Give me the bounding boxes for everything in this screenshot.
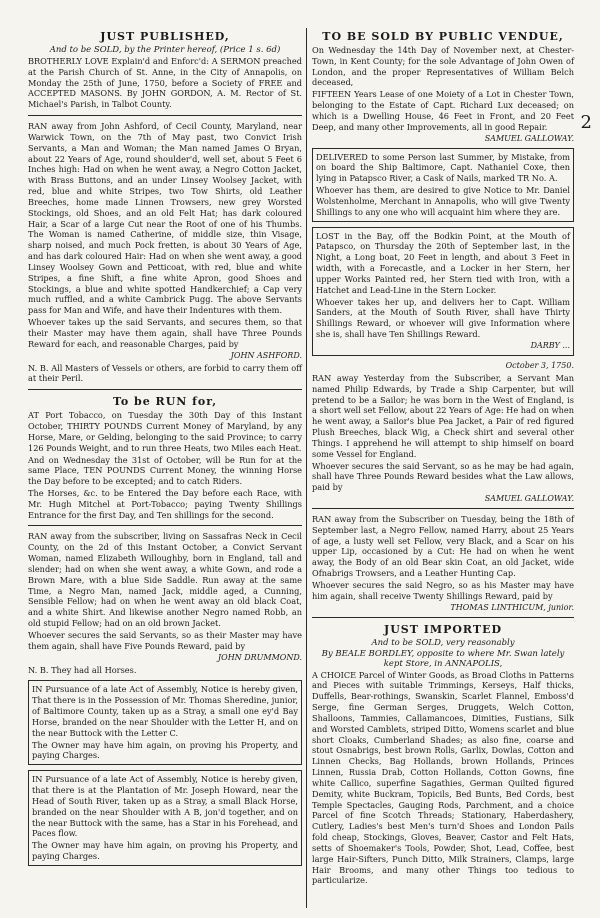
ad-body: LOST in the Bay, off the Bodkin Point, at the Mouth of Patapsco, on Thursday the 20th of September last, in the Night, a Long boat, 20 Feet in length, and about 3 Feet in width, with a Forecastle, and a Locker in her Stern, her upper Works Painted red, her Stern tied with Iron, with a Hatchet and Lead-Line in the Stern Locker. bbox=[316, 230, 570, 295]
ad-body: DELIVERED to some Person last Summer, by Mistake, from on board the Ship Baltimore, Capt. Nathaniel Coxe, then lying in Patapsco River, a Cask of Nails, marked TR No. A. bbox=[316, 151, 570, 184]
ad-body: Whoever takes her up, and delivers her to Capt. William Sanders, at the Mouth of South River, shall have Thirty Shillings Reward, or whoever will give Information where she is, shall have Ten Shillings Reward. bbox=[316, 296, 570, 340]
ad-sermon-published bbox=[28, 30, 302, 110]
ad-body: FIFTEEN Years Lease of one Moiety of a Lot in Chester Town, belonging to the Estate of Capt. Richard Lux deceased; on which is a Dwelling House, 46 Feet in Front, and 20 Feet Deep, and many other Improvements, all in good Repair. bbox=[312, 89, 574, 132]
ad-signature: SAMUEL GALLOWAY. bbox=[484, 133, 574, 143]
ad-note: N. B. They had all Horses. bbox=[28, 664, 137, 675]
ad-heading: JUST IMPORTED bbox=[384, 622, 502, 636]
ad-heading: JUST PUBLISHED, bbox=[100, 30, 230, 43]
ad-runaway-servants bbox=[28, 121, 302, 384]
ad-lost-boat bbox=[312, 227, 574, 356]
ad-horse-race bbox=[28, 395, 302, 520]
ad-public-vendue bbox=[312, 30, 574, 143]
page-number: 2 bbox=[580, 112, 592, 133]
ad-body: RAN away Yesterday from the Subscriber, a Servant Man named Philip Edwards, by Trade a Ship Carpenter, but will pretend to be a Sailor; he was born in the West of England, is a short well set Fellow, about 22 Years of Age: He had on when he went away, a Sailor's blue Pea Jacket, a Pair of red figured Plush Breeches, black Wig, a Check shirt and several other Things. I apprehend he will attempt to ship himself on board some Vessel for England. bbox=[312, 372, 574, 459]
ad-runaway-harry bbox=[312, 514, 574, 612]
ad-body: On Wednesday the 14th Day of November next, at Chester-Town, in Kent County; for the sole Advantage of John Owen of London, and the proper Representatives of William Belch deceased, bbox=[312, 45, 574, 88]
ad-body: IN Pursuance of a late Act of Assembly, Notice is hereby given, That there is in the Possession of Mr. Thomas Sheredine, junior, of Baltimore County, taken up as a Stray, a small one ey'd Bay Horse, branded on the near Shoulder with the Letter H, and on the near Buttock with the Letter C. bbox=[32, 684, 298, 738]
ad-body: And on Wednesday the 31st of October, will be Run for at the same Place, TEN POUNDS Current Money, the winning Horse the Day before to be excepted; and to catch Riders. bbox=[28, 454, 302, 487]
ad-body: Whoever has them, are desired to give Notice to Mr. Daniel Wolstenholme, Merchant in Annapolis, who will give Twenty Shillings to any one who will acquaint him where they are. bbox=[316, 185, 570, 217]
ad-body: Whoever secures the said Servant, so as he may be had again, shall have Three Pounds Reward besides what the Law allows, paid by bbox=[312, 460, 574, 493]
ad-subheading: And to be SOLD, very reasonably bbox=[371, 637, 515, 648]
separator bbox=[28, 525, 302, 526]
ad-body: RAN away from the subscriber, living on Sassafras Neck in Cecil County, on the 2d of this Instant October, a Convict Servant Woman, named Elizabeth Willoughby, born in England, tall and slender; had on when she went away, a white Gown, and rode a Brown Mare, with a blue Side Saddle. Run away at the same Time, a Negro Man, named Jack, middle aged, a Cunning, Sensible Fellow; had on when he went away an old black Coat, and a white Shirt. And likewise another Negro named Robb, an old stupid Fellow; had on an old brown Jacket. bbox=[28, 531, 302, 629]
ad-body: Whoever takes up the said Servants, and secures them, so that their Master may have them again, shall have Three Pounds Reward for each, and reasonable Charges, paid by bbox=[28, 317, 302, 349]
ad-just-imported bbox=[312, 623, 574, 887]
column-rule bbox=[306, 28, 307, 908]
ad-body: IN Pursuance of a late Act of Assembly, Notice is hereby given, that there is at the Plantation of Mr. Joseph Howard, near the Head of South River, taken up as a Stray, a small Black Horse, branded on the near Shoulder with A B, jon'd together, and on the near Buttock with the same, has a Star in his Forehead, and Paces flow. bbox=[32, 774, 298, 839]
right-column bbox=[312, 28, 574, 891]
ad-runaway-woman bbox=[28, 531, 302, 675]
separator bbox=[28, 389, 302, 390]
ad-signature: JOHN ASHFORD. bbox=[230, 350, 302, 360]
separator bbox=[312, 508, 574, 509]
ad-signature: JOHN DRUMMOND. bbox=[217, 652, 302, 662]
ad-body: RAN away from John Ashford, of Cecil County, Maryland, near Warwick Town, on the 7th of May past, two Convict Irish Servants, a Man and Woman; the Man named James O Bryan, about 22 Years of Age, round shoulder'd, well set, about 5 Feet 6 Inches high: Had on when he went away, a Negro Cotton Jacket, with Brass Buttons, and an under Linsey Woolsey Jacket, with red, blue and white Stripes, two Tow Shirts, old Leather Breeches, home made Linnen Trowsers, new grey Worsted Stockings, old Shoes, and an old Felt Hat; has dark coloured Hair, a Scar of a large Cut near the Root of one of his Thumbs. The Woman is named Catherine, of middle size, thin Visage, sharp noised, and much Pock fretten, is about 30 Years of Age, and has dark coloured Hair: Had on when she went away, a good Linsey Woolsey Gown and Petticoat, with red, blue and white Stripes, a fine Shift, a fine white Apron, good Shoes and Stockings, a blue and white spotted Handkerchief; a Cap very much ruffled, and a white Cambrick Pugg. The above Servants pass for Man and Wife, and have their Indentures with them. bbox=[28, 121, 302, 316]
ad-stray-horse-1 bbox=[28, 680, 302, 765]
ad-body: The Horses, &c. to be Entered the Day before each Race, with Mr. Hugh Mitchel at Port-Tobacco; paying Twenty Shillings Entrance for the first Day, and Ten shillings for the second. bbox=[28, 487, 302, 520]
ad-heading: To be RUN for, bbox=[112, 395, 218, 409]
ad-signature: SAMUEL GALLOWAY. bbox=[484, 493, 574, 503]
ad-body: RAN away from the Subscriber on Tuesday, being the 18th of September last, a Negro Fellow, named Harry, about 25 Years of age, a lusty well set Fellow, very Black, and a Scar on his upper Lip, occasioned by a Cut: He had on when he went away, the Body of an old Bear skin Coat, an old Jacket, wide Ofnabrigs Trowsers, and a Leather Hunting Cap. bbox=[312, 513, 574, 579]
ad-body: The Owner may have him again, on proving his Property, and paying Charges. bbox=[32, 840, 298, 861]
ad-body: AT Port Tobacco, on Tuesday the 30th Day of this Instant October, THIRTY POUNDS Current Money of Maryland, by any Horse, Mare, or Gelding, belonging to the said Province; to carry 126 Pounds Weight, and to run three Heats, two Miles each Heat. bbox=[28, 410, 302, 453]
ad-subheading: By BEALE BORDLEY, opposite to where Mr. Swan lately kept Store, in ANNAPOLIS, bbox=[321, 648, 565, 669]
ad-stray-horse-2 bbox=[28, 770, 302, 866]
ad-date: October 3, 1750. bbox=[505, 360, 574, 370]
ad-delivered-cask bbox=[312, 148, 574, 222]
ad-body: BROTHERLY LOVE Explain'd and Enforc'd: A SERMON preached at the Parish Church of St. Anne, in the City of Annapolis, on Monday the 25th of June, 1750, before a Society of FREE and ACCEPTED MASONS. By JOHN GORDON, A. M. Rector of St. Michael's Parish, in Talbot County. bbox=[28, 56, 302, 110]
ad-body: The Owner may have him again, on proving his Property, and paying Charges. bbox=[32, 739, 298, 761]
ad-body: A CHOICE Parcel of Winter Goods, as Broad Cloths in Patterns and Pieces with suitable Trimmings, Kerseys, Half thicks, Duffells, Bear-rothings, Swanskin, Scarlet Flannel, Emboss'd Serge, fine German Serges, Druggets, Welch Cotton, Shalloons, Tammies, Callamancoes, Dimities, Fustians, Silk and Worsted Camblets, striped Ditto, Womens scarlet and blue short Cloaks, Cumberland Shades; as also fine, coarse and stout Osnabrigs, best brown Rolls, Garlix, Dowlas, Cotton and Linnen Checks, Bag Hollands, brown Hollands, Princes Linnen, Russia Drab, Cotton Hollands, Cotton Gowns, fine white Callico, superfine Sagathies, German Quilted figured Demity, white Buckram, Topicils, Bed Bunts, Bed Cords, best Temple Spectacles, Gauging Rods, Parchment, and a choice Parcel of fine Scotch Threads; Stationary, Haberdashery, Cutlery, Ladies's best Men's turn'd Shoes and London Pails fold cheap, Stockings, Gloves, Beaver, Castor and Felt Hats, setts of Shoemaker's Tools, Powder, Shot, Lead, Coffee, best large Hair-Sifters, Punch Ditto, Milk Strainers, Clamps, large Hair Brooms, and many other Things too tedious to particularize. bbox=[312, 669, 574, 886]
ad-signature: DARBY ... bbox=[530, 340, 570, 350]
ad-heading: TO BE SOLD BY PUBLIC VENDUE, bbox=[322, 30, 564, 43]
ad-body: Whoever secures the said Servants, so as their Master may have them again, shall have Five Pounds Reward, paid by bbox=[28, 629, 302, 651]
ad-signature: THOMAS LINTHICUM, junior. bbox=[450, 602, 574, 612]
ad-body: Whoever secures the said Negro, so as his Master may have him again, shall receive Twenty Shillings Reward, paid by bbox=[312, 579, 574, 601]
left-column bbox=[28, 28, 302, 871]
ad-note: N. B. All Masters of Vessels or others, are forbid to carry them off at their Peril. bbox=[28, 362, 302, 384]
ad-subheading: And to be SOLD, by the Printer hereof, (Price 1 s. 6d) bbox=[49, 45, 281, 55]
separator bbox=[28, 115, 302, 116]
separator bbox=[312, 617, 574, 618]
ad-runaway-carpenter bbox=[312, 361, 574, 503]
